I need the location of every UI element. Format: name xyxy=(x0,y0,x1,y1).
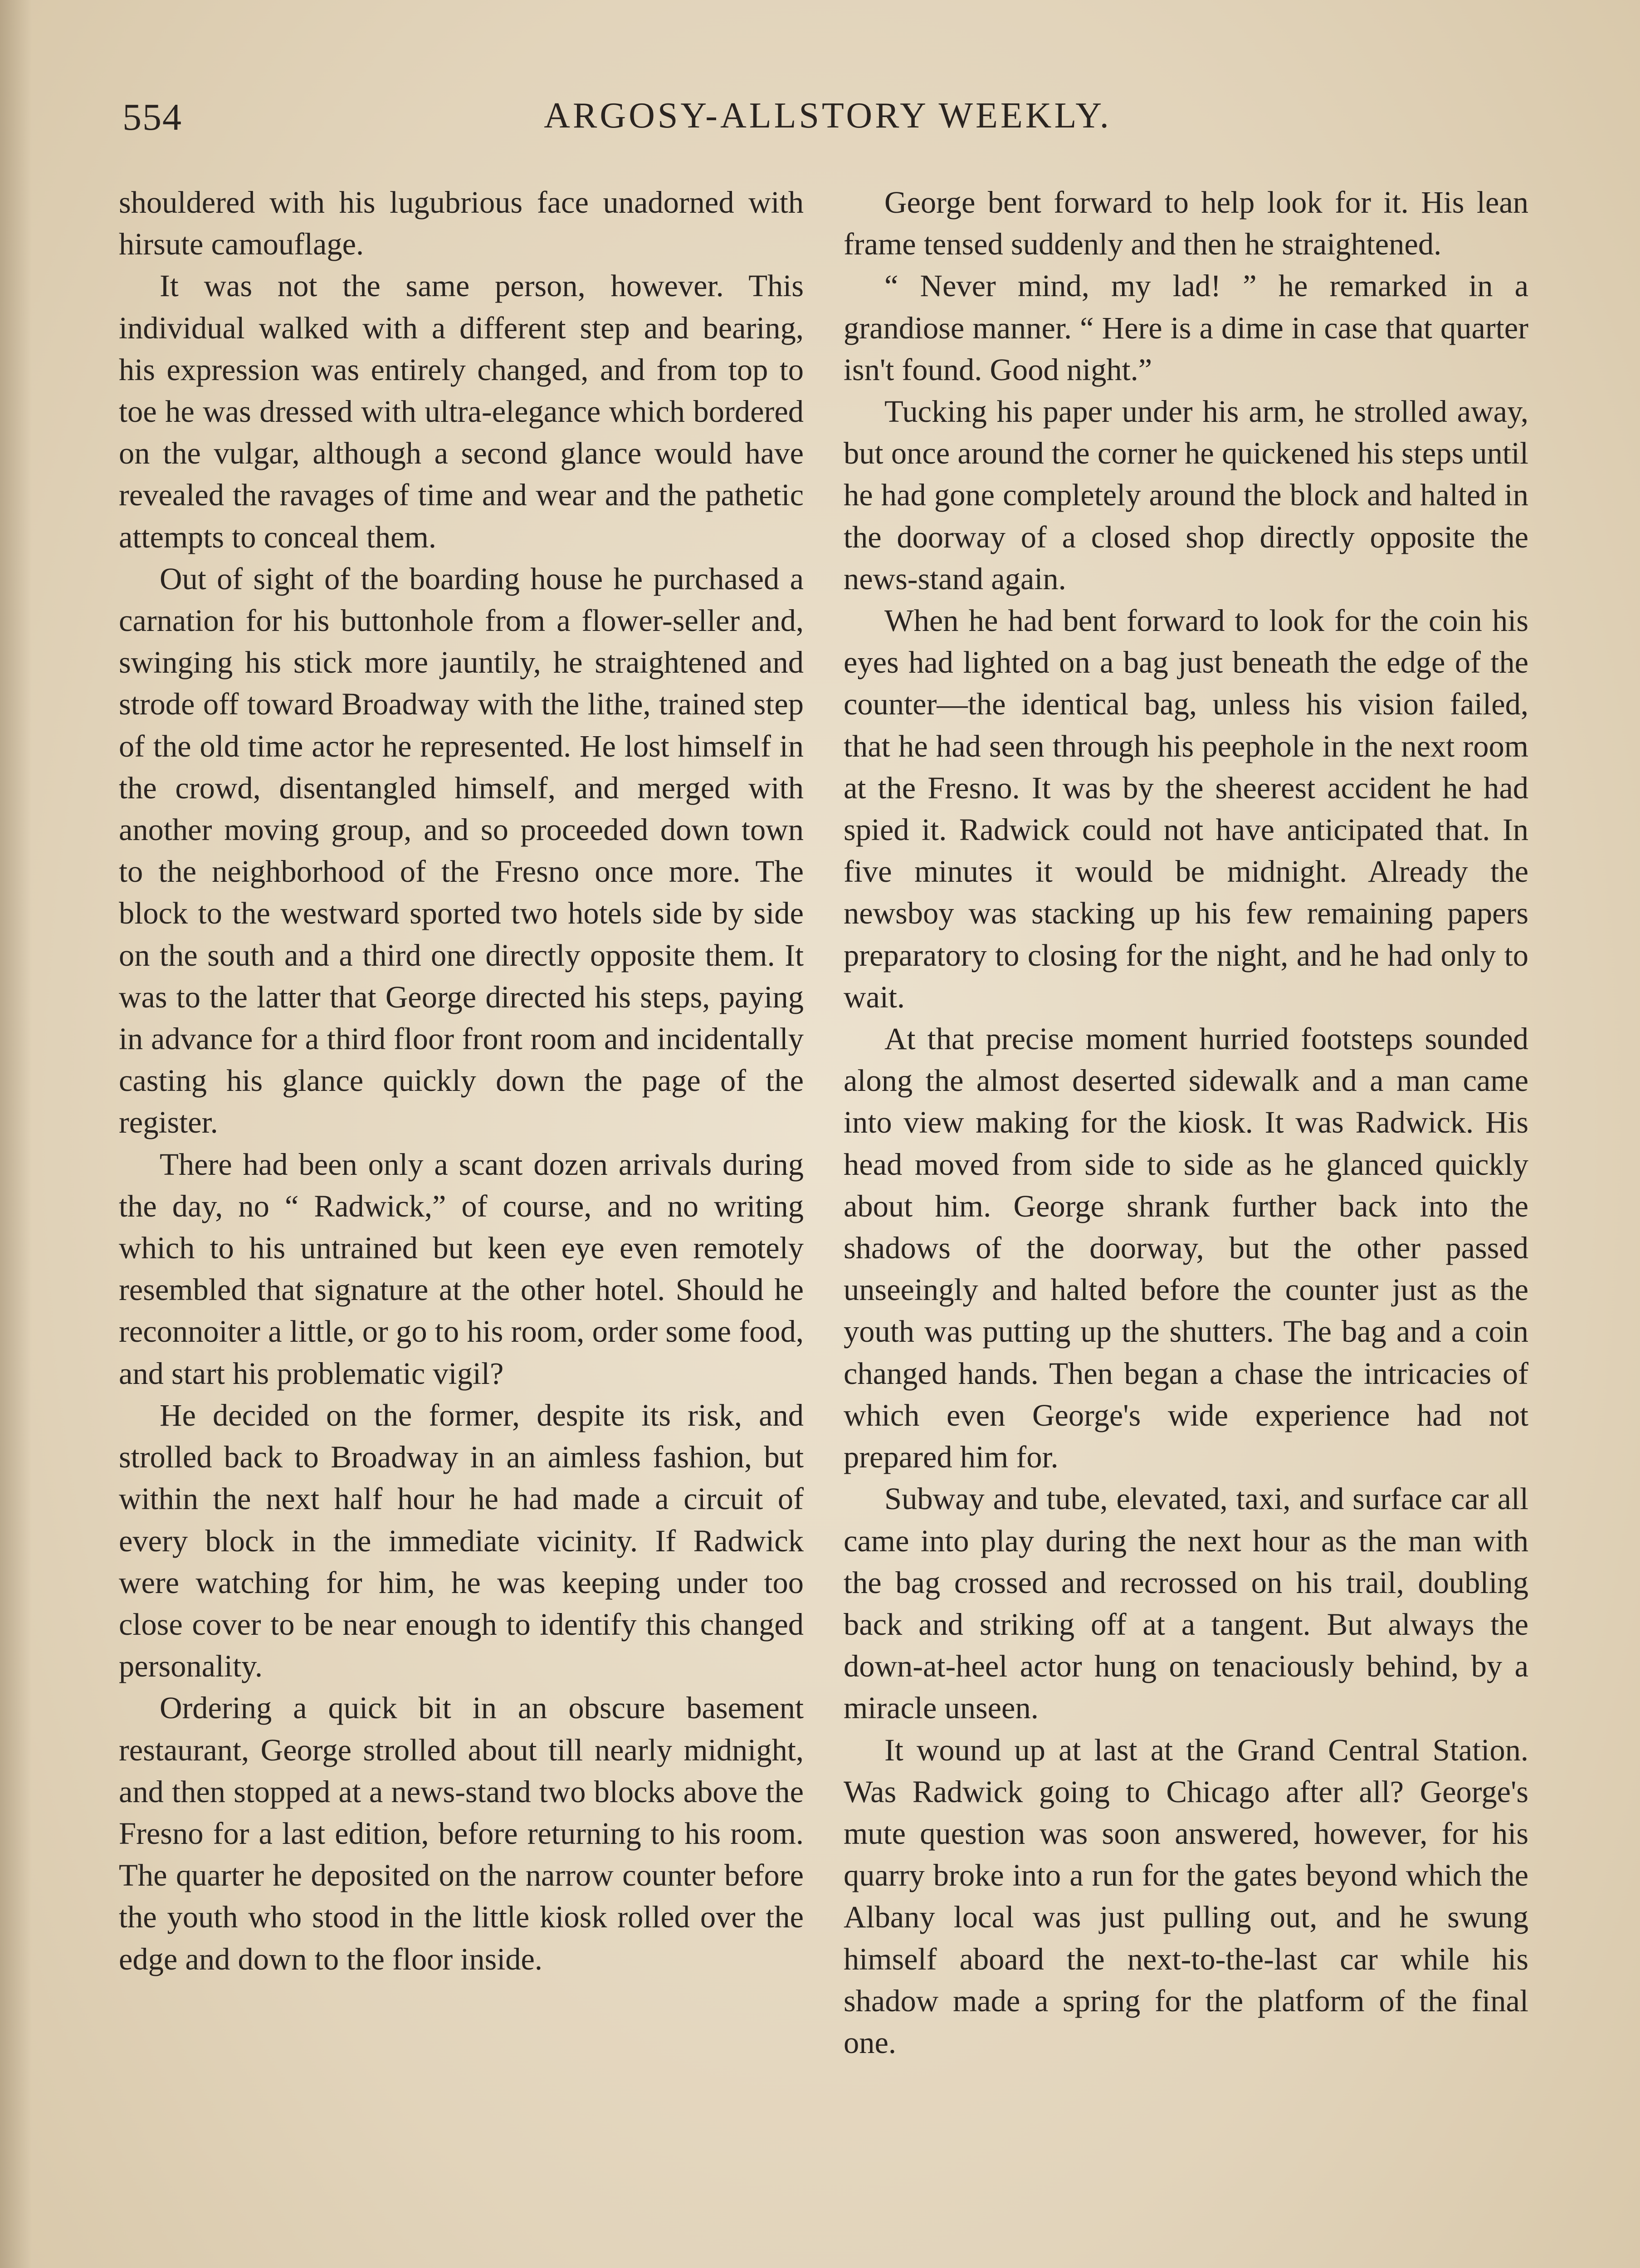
paragraph: It wound up at last at the Grand Central Station. Was Radwick going to Chicago after all? George's mute question was soon answered, however, for his quarry broke into a run for the gates beyond which the Albany local was just pulling out, and he swung himself aboard the next-to-the-last car while his shadow made a spring for the platform of the final one. xyxy=(844,1732,1528,2060)
paragraph: Ordering a quick bit in an obscure basement restaurant, George strolled about till nearly midnight, and then stopped at a news-stand two blocks above the Fresno for a last edition, before returning to his room. The quarter he deposited on the narrow counter before the youth who stood in the little kiosk rolled over the edge and down to the floor inside. xyxy=(119,1691,804,1976)
page-number: 554 xyxy=(122,96,182,138)
paragraph: Out of sight of the boarding house he purchased a carnation for his buttonhole from a flower-seller and, swinging his stick more jauntily, he straightened and strode off toward Broadway with the lithe, trained step of the old time actor he represented. He lost himself in the crowd, disentangled himself, and merged with another moving group, and so proceeded down town to the neighborhood of the Fresno once more. The block to the westward sported two hotels side by side on the south and a third one directly opposite them. It was to the latter that George directed his steps, paying in advance for a third floor front room and incidentally casting his glance quickly down the page of the register. xyxy=(119,561,804,1140)
paragraph: At that precise moment hurried footsteps sounded along the almost deserted sidewalk and a man came into view making for the kiosk. It was Radwick. His head moved from side to side as he glanced quickly about him. George shrank further back into the shadows of the doorway, but the other passed unseeingly and halted before the counter just as the youth was putting up the shutters. The bag and a coin changed hands. Then began a chase the intricacies of which even George's wide experience had not prepared him for. xyxy=(844,1022,1528,1475)
running-head: ARGOSY-ALLSTORY WEEKLY. xyxy=(544,96,1112,136)
paragraph: Subway and tube, elevated, taxi, and surface car all came into play during the next hour as the man with the bag crossed and recrossed on his trail, doubling back and striking off at a tangent. But always the down-at-heel actor hung on tenaciously behind, by a miracle unseen. xyxy=(844,1481,1528,1725)
right-column xyxy=(844,181,1528,2063)
paragraph: Tucking his paper under his arm, he strolled away, but once around the corner he quickened his steps until he had gone completely around the block and halted in the doorway of a closed shop directly opposite the news-stand again. xyxy=(844,394,1528,596)
page-header xyxy=(122,95,1533,150)
paragraph: “ Never mind, my lad! ” he remarked in a grandiose manner. “ Here is a dime in case that quarter isn't found. Good night.” xyxy=(844,269,1528,387)
left-column xyxy=(119,181,804,1980)
paragraph: There had been only a scant dozen arrivals during the day, no “ Radwick,” of course, and no writing which to his untrained but keen eye even remotely resembled that signature at the other hotel. Should he reconnoiter a little, or go to his room, order some food, and start his problematic vigil? xyxy=(119,1147,804,1391)
paragraph: George bent forward to help look for it. His lean frame tensed suddenly and then he straightened. xyxy=(844,185,1528,262)
page-edge-shadow xyxy=(0,0,32,2268)
paragraph: shouldered with his lugubrious face unadorned with hirsute camouflage. xyxy=(119,185,804,262)
paragraph: It was not the same person, however. This individual walked with a different step and bearing, his expression was entirely changed, and from top to toe he was dressed with ultra-elegance which bordered on the vulgar, although a second glance would have revealed the ravages of time and wear and the pathetic attempts to conceal them. xyxy=(119,269,804,554)
paragraph: He decided on the former, despite its risk, and strolled back to Broadway in an aimless fashion, but within the next half hour he had made a circuit of every block in the immediate vicinity. If Radwick were watching for him, he was keeping under too close cover to be near enough to identify this changed personality. xyxy=(119,1398,804,1684)
paragraph: When he had bent forward to look for the coin his eyes had lighted on a bag just beneath the edge of the counter—the identical bag, unless his vision failed, that he had seen through his peephole in the next room at the Fresno. It was by the sheerest accident he had spied it. Radwick could not have anticipated that. In five minutes it would be midnight. Already the newsboy was stacking up his few remaining papers preparatory to closing for the night, and he had only to wait. xyxy=(844,603,1528,1014)
